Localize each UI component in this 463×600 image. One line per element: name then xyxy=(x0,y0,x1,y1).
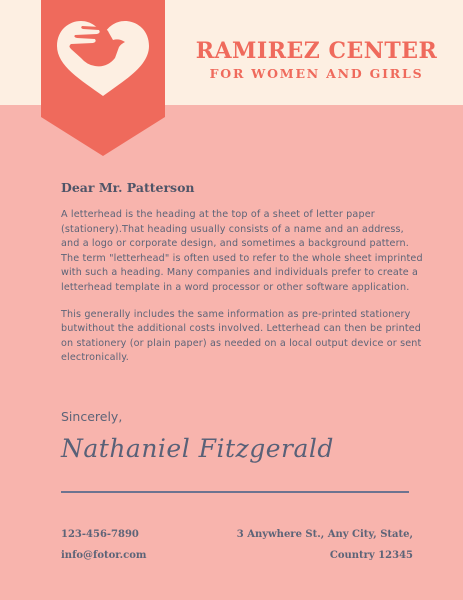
paragraph-1: A letterhead is the heading at the top of a sheet of letter paper (stationery).That heading usually consists of a name and an address, and a logo or corporate design, and sometimes a background pattern. The term "letterhead" is often used to refer to the whole sheet imprinted with such a heading. Many companies and individuals prefer to create a letterhead template in a word processor or other software application. xyxy=(61,209,423,293)
org-subtitle: FOR WOMEN AND GIRLS xyxy=(209,66,424,81)
letter-body xyxy=(61,180,423,378)
org-name: RAMIREZ CENTER xyxy=(195,38,438,64)
closing: Sincerely, xyxy=(61,409,123,424)
address-line-1: 3 Anywhere St., Any City, State, xyxy=(236,529,413,540)
divider xyxy=(61,491,409,493)
signature: Nathaniel Fitzgerald xyxy=(61,434,334,463)
logo-ribbon xyxy=(41,0,165,156)
organization-header xyxy=(180,38,453,83)
address xyxy=(237,524,413,566)
paragraph-2: This generally includes the same information as pre-printed stationery butwithout the additional costs involved. Letterhead can then be printed on stationery (or plain paper) as needed on a local output device or sent electronically. xyxy=(61,308,422,364)
address-line-2: Country 12345 xyxy=(329,550,413,561)
greeting: Dear Mr. Patterson xyxy=(61,180,195,195)
phone: 123-456-7890 xyxy=(61,529,139,540)
heart-hand-dove-icon xyxy=(41,0,165,156)
contact-info xyxy=(61,524,146,566)
email: info@fotor.com xyxy=(61,550,147,561)
